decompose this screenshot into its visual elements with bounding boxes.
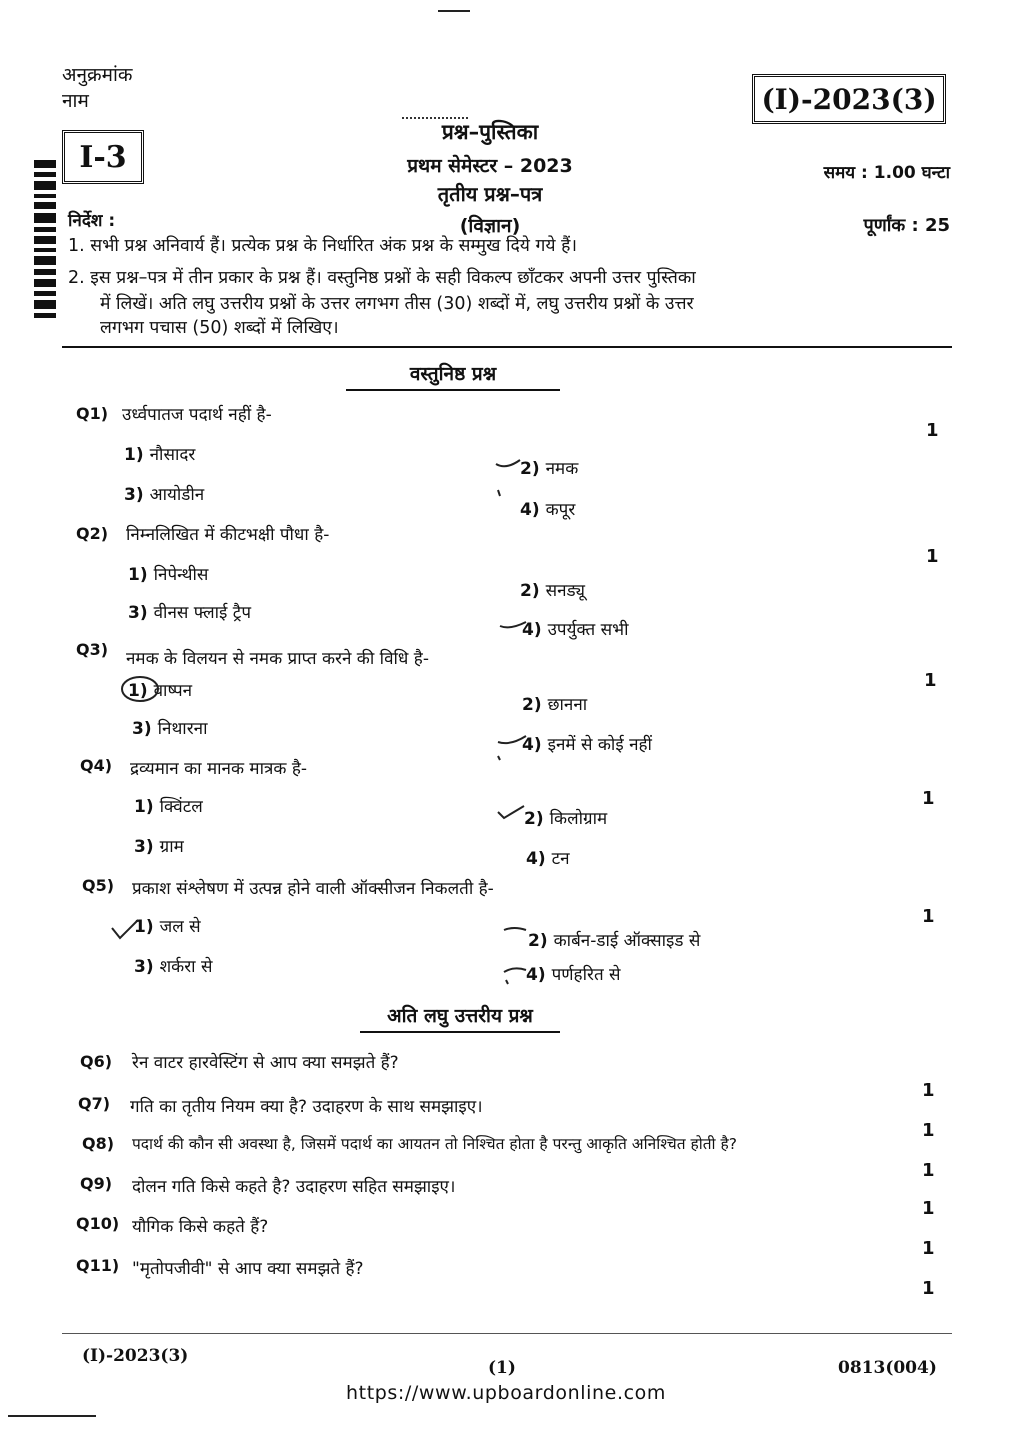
q6-marks: 1 bbox=[922, 1080, 935, 1101]
q2-option-1 bbox=[128, 562, 208, 585]
q10-marks: 1 bbox=[922, 1238, 935, 1259]
q5-option-1-number: 1) bbox=[134, 917, 154, 937]
instruction-2-line-1: 2. इस प्रश्न–पत्र में तीन प्रकार के प्रश्न हैं। वस्तुनिष्ठ प्रश्नों के सही विकल्प छाँटकर अपनी उत्तर पुस्तिका bbox=[68, 268, 696, 288]
q5-option-2-text: कार्बन-डाई ऑक्साइड से bbox=[553, 931, 701, 951]
footer-page-number: (1) bbox=[488, 1358, 516, 1378]
q4-text: द्रव्यमान का मानक मात्रक है- bbox=[130, 759, 308, 779]
q4-option-2-text: किलोग्राम bbox=[549, 809, 608, 829]
q2-text: निम्नलिखित में कीटभक्षी पौधा है- bbox=[126, 525, 330, 545]
very-short-section-heading: अति लघु उत्तरीय प्रश्न bbox=[360, 1002, 560, 1033]
q2-option-2-number: 2) bbox=[520, 581, 540, 601]
q8-number: Q8) bbox=[82, 1134, 115, 1153]
q3-text: नमक के विलयन से नमक प्राप्त करने की विधि है- bbox=[126, 649, 429, 669]
website-url[interactable]: https://www.upboardonline.com bbox=[346, 1382, 666, 1404]
q3-option-4-text: इनमें से कोई नहीं bbox=[547, 735, 652, 755]
q1-option-1-text: नौसादर bbox=[149, 445, 196, 465]
q2-option-4-text: उपर्युक्त सभी bbox=[547, 620, 629, 640]
q1-marks: 1 bbox=[926, 420, 939, 441]
q1-option-3 bbox=[124, 482, 204, 505]
q7-marks: 1 bbox=[922, 1120, 935, 1141]
handwritten-tick-mark bbox=[490, 450, 530, 500]
q4-option-2 bbox=[524, 806, 607, 829]
set-code-box: I-3 bbox=[62, 130, 144, 184]
q5-option-3-text: शर्करा से bbox=[159, 957, 213, 977]
q1-option-1 bbox=[124, 442, 195, 465]
q2-option-2 bbox=[520, 578, 585, 601]
q5-option-1-text: जल से bbox=[159, 917, 201, 937]
max-marks: पूर्णांक : 25 bbox=[863, 215, 950, 236]
q3-option-2-number: 2) bbox=[522, 695, 542, 715]
q2-marks: 1 bbox=[926, 546, 939, 567]
q10-number: Q10) bbox=[76, 1214, 120, 1233]
q9-marks: 1 bbox=[922, 1198, 935, 1219]
booklet-title: प्रश्न–पुस्तिका bbox=[441, 120, 539, 144]
q4-option-1-text: क्विंटल bbox=[159, 797, 203, 817]
q1-option-4 bbox=[520, 497, 575, 520]
instruction-2-line-2: में लिखें। अति लघु उत्तरीय प्रश्नों के उत्तर लगभग तीस (30) शब्दों में, लघु उत्तरीय प्रश्नों के उत्तर bbox=[100, 294, 694, 314]
q3-option-1-text: वाष्पन bbox=[153, 681, 193, 701]
q5-number: Q5) bbox=[82, 876, 115, 895]
roll-name-block bbox=[62, 62, 133, 114]
semester-title: प्रथम सेमेस्टर – 2023 bbox=[407, 155, 573, 177]
handwritten-tick-mark bbox=[496, 614, 532, 638]
paper-title: तृतीय प्रश्न–पत्र bbox=[437, 182, 543, 206]
q1-text: उर्ध्वपातज पदार्थ नहीं है- bbox=[122, 405, 272, 425]
q3-option-2 bbox=[522, 692, 587, 715]
q2-option-1-number: 1) bbox=[128, 565, 148, 585]
objective-section-heading: वस्तुनिष्ठ प्रश्न bbox=[346, 360, 560, 391]
q3-option-3 bbox=[132, 716, 208, 739]
q3-number: Q3) bbox=[76, 640, 109, 659]
q4-option-4-number: 4) bbox=[526, 849, 546, 869]
q3-option-1-number: 1) bbox=[128, 681, 148, 701]
time-allowed: समय : 1.00 घन्टा bbox=[823, 163, 950, 183]
handwritten-tick-mark bbox=[500, 920, 530, 940]
q7-number: Q7) bbox=[78, 1094, 111, 1113]
q4-option-1 bbox=[134, 794, 203, 817]
q5-text: प्रकाश संश्लेषण में उत्पन्न होने वाली ऑक्सीजन निकलती है- bbox=[132, 879, 494, 899]
q5-option-2 bbox=[528, 928, 700, 951]
q1-option-4-text: कपूर bbox=[545, 500, 576, 520]
handwritten-circle-mark bbox=[118, 672, 162, 708]
instruction-2-line-3: लगभग पचास (50) शब्दों में लिखिए। bbox=[100, 318, 339, 338]
handwritten-tick-mark bbox=[500, 958, 530, 988]
q4-option-3 bbox=[134, 834, 184, 857]
q1-option-4-number: 4) bbox=[520, 500, 540, 520]
q5-marks: 1 bbox=[922, 906, 935, 927]
q11-marks: 1 bbox=[922, 1278, 935, 1299]
q8-marks: 1 bbox=[922, 1160, 935, 1181]
q2-option-3-text: वीनस फ्लाई ट्रैप bbox=[153, 603, 252, 623]
q1-option-1-number: 1) bbox=[124, 445, 144, 465]
q9-text: दोलन गति किसे कहते है? उदाहरण सहित समझाइए। bbox=[132, 1177, 456, 1197]
q3-marks: 1 bbox=[924, 670, 937, 691]
q5-option-1 bbox=[134, 914, 201, 937]
q4-option-2-number: 2) bbox=[524, 809, 544, 829]
q4-option-1-number: 1) bbox=[134, 797, 154, 817]
instructions-heading: निर्देश : bbox=[68, 211, 116, 231]
q5-option-4-number: 4) bbox=[526, 965, 546, 985]
handwritten-tick-mark bbox=[494, 726, 530, 766]
q1-number: Q1) bbox=[76, 404, 109, 423]
q10-text: यौगिक किसे कहते हैं? bbox=[132, 1217, 269, 1237]
q1-option-2-text: नमक bbox=[545, 459, 579, 479]
header-divider bbox=[62, 346, 952, 348]
q4-marks: 1 bbox=[922, 788, 935, 809]
q11-text: "मृतोपजीवी" से आप क्या समझते हैं? bbox=[132, 1259, 364, 1279]
q3-option-4-number: 4) bbox=[522, 735, 542, 755]
q5-option-2-number: 2) bbox=[528, 931, 548, 951]
q9-number: Q9) bbox=[80, 1174, 113, 1193]
q3-option-3-number: 3) bbox=[132, 719, 152, 739]
paper-code-box: (I)-2023(3) bbox=[752, 74, 946, 124]
footer-code: 0813(004) bbox=[838, 1358, 937, 1378]
q4-option-4 bbox=[526, 846, 570, 869]
q4-number: Q4) bbox=[80, 756, 113, 775]
q7-text: गति का तृतीय नियम क्या है? उदाहरण के साथ समझाइए। bbox=[130, 1097, 483, 1117]
q3-option-4 bbox=[522, 732, 652, 755]
q2-option-2-text: सनड्यू bbox=[545, 581, 586, 601]
handwritten-tick-mark bbox=[494, 802, 528, 826]
roll-number-label: अनुक्रमांक bbox=[62, 64, 133, 86]
footer-divider bbox=[62, 1333, 952, 1334]
q8-text: पदार्थ की कौन सी अवस्था है, जिसमें पदार्थ का आयतन तो निश्चित होता है परन्तु आकृति अनिश्चित होती है? bbox=[132, 1135, 737, 1153]
q1-option-3-text: आयोडीन bbox=[149, 485, 205, 505]
q3-option-2-text: छानना bbox=[547, 695, 588, 715]
q11-number: Q11) bbox=[76, 1256, 120, 1275]
q2-option-4-number: 4) bbox=[522, 620, 542, 640]
q5-option-4-text: पर्णहरित से bbox=[551, 965, 621, 985]
q1-option-2-number: 2) bbox=[520, 459, 540, 479]
barcode-strip bbox=[32, 160, 58, 320]
q4-option-4-text: टन bbox=[551, 849, 570, 869]
q1-option-3-number: 3) bbox=[124, 485, 144, 505]
q2-option-4 bbox=[522, 617, 629, 640]
q6-number: Q6) bbox=[80, 1052, 113, 1071]
q2-option-1-text: निपेन्थीस bbox=[153, 565, 209, 585]
bottom-dash bbox=[8, 1415, 96, 1417]
q4-option-3-text: ग्राम bbox=[159, 837, 184, 857]
q2-number: Q2) bbox=[76, 524, 109, 543]
q2-option-3-number: 3) bbox=[128, 603, 148, 623]
top-dash bbox=[438, 10, 470, 12]
instruction-1: 1. सभी प्रश्न अनिवार्य हैं। प्रत्येक प्रश्न के निर्धारित अंक प्रश्न के सम्मुख दिये गये हैं। bbox=[68, 236, 578, 256]
q5-option-3-number: 3) bbox=[134, 957, 154, 977]
q6-text: रेन वाटर हारवेस्टिंग से आप क्या समझते हैं? bbox=[132, 1053, 399, 1073]
footer-paper-code: (I)-2023(3) bbox=[82, 1346, 189, 1366]
q3-option-3-text: निथारना bbox=[157, 719, 208, 739]
handwritten-tick-mark bbox=[108, 916, 142, 946]
name-label: नाम bbox=[62, 90, 89, 112]
q4-option-3-number: 3) bbox=[134, 837, 154, 857]
q5-option-4 bbox=[526, 962, 621, 985]
q2-option-3 bbox=[128, 600, 251, 623]
q5-option-3 bbox=[134, 954, 212, 977]
subject-title: (विज्ञान) bbox=[459, 215, 521, 237]
